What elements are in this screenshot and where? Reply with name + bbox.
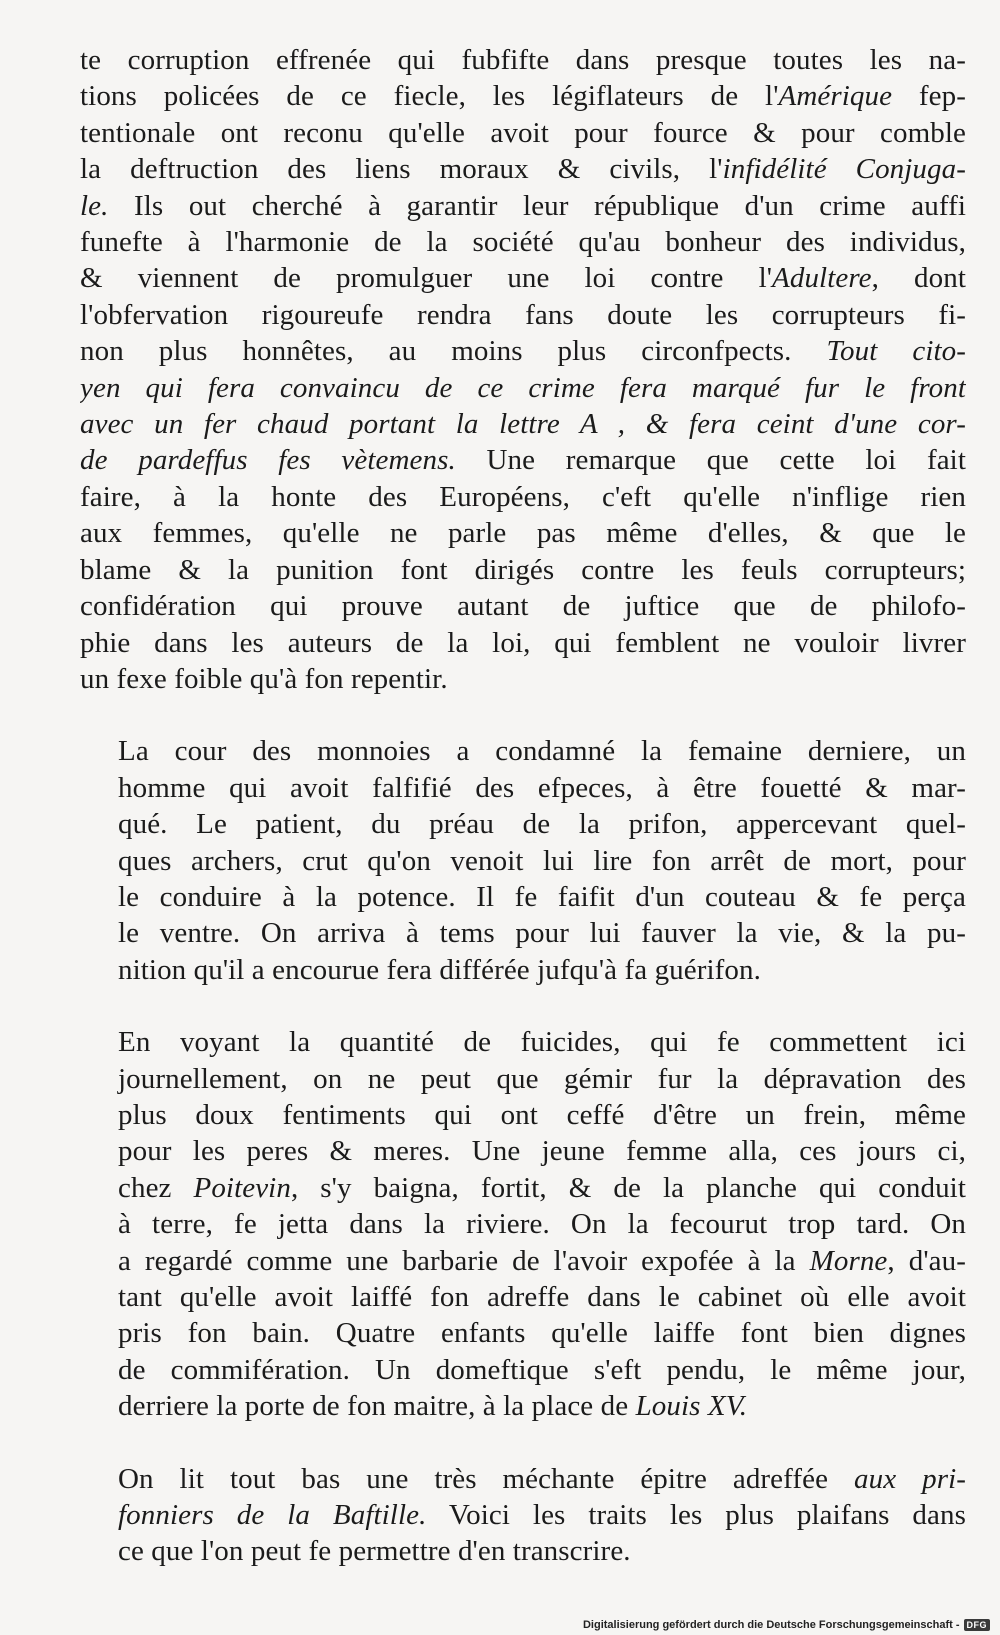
text-run: funefte à l'harmonie de la société qu'au bonheur des individus, <box>80 226 966 259</box>
text-run: non plus honnêtes, au moins plus circonfpects. <box>80 335 827 368</box>
text-run: & viennent de promulguer une loi contre l' <box>80 262 773 295</box>
text-line <box>80 1170 966 1206</box>
text-line <box>80 370 966 406</box>
text-run: tentionale ont reconu qu'elle avoit pour fource & pour comble <box>80 116 966 149</box>
text-run: journellement, on ne peut que gémir fur la dépravation des <box>118 1062 966 1095</box>
text-run: pris fon bain. Quatre enfants qu'elle laiffe font bien dignes <box>118 1317 966 1350</box>
text-run: fep- <box>892 80 966 113</box>
text-line <box>80 915 966 951</box>
text-run: , d'au- <box>887 1244 966 1277</box>
text-line <box>80 733 966 769</box>
text-line <box>80 1497 966 1533</box>
text-line <box>80 770 966 806</box>
text-run: Voici les traits les plus plaifans dans <box>426 1499 966 1532</box>
text-line <box>80 515 966 551</box>
text-run: a regardé comme une barbarie de l'avoir expofée à la <box>118 1244 810 1277</box>
text-run: blame & la punition font dirigés contre les feuls corrupteurs; <box>80 553 966 586</box>
text-line <box>80 661 966 697</box>
text-line <box>80 1097 966 1133</box>
text-run: aux femmes, qu'elle ne parle pas même d'elles, & que le <box>80 517 966 550</box>
text-line <box>80 479 966 515</box>
text-line <box>80 1533 966 1569</box>
text-line <box>80 78 966 114</box>
paragraph <box>80 1461 966 1570</box>
text-run: de commifération. Un domeftique s'eft pendu, le même jour, <box>118 1353 966 1386</box>
text-line <box>80 442 966 478</box>
text-run: faire, à la honte des Européens, c'eft qu'elle n'inflige rien <box>80 480 966 513</box>
italic-run: Amérique <box>778 80 893 113</box>
text-run: La cour des monnoies a condamné la femaine derniere, un <box>118 735 966 768</box>
text-line <box>80 224 966 260</box>
text-line <box>80 333 966 369</box>
text-line <box>80 1061 966 1097</box>
italic-run: Morne <box>809 1244 888 1277</box>
text-run: te corruption effrenée qui fubfifte dans presque toutes les na- <box>80 44 966 76</box>
text-line <box>80 1388 966 1424</box>
italic-run: avec un fer chaud portant la lettre A , & fera ceint d'une cor- <box>80 408 966 441</box>
italic-run: infidélité Conjuga- <box>722 153 966 186</box>
text-run: chez <box>118 1171 194 1204</box>
text-run: , s'y baigna, fortit, & de la planche qui conduit <box>290 1171 966 1204</box>
text-run: homme qui avoit falfifié des efpeces, à être fouetté & mar- <box>118 771 966 804</box>
text-run: plus doux fentiments qui ont ceffé d'être un frein, même <box>118 1098 966 1131</box>
text-line <box>80 806 966 842</box>
text-run: , dont <box>871 262 966 295</box>
text-run: tions policées de ce fiecle, les légiflateurs de l' <box>80 80 779 113</box>
text-run: Une remarque que cette loi fait <box>455 444 966 477</box>
text-line <box>80 42 966 78</box>
text-line <box>80 552 966 588</box>
text-line <box>80 1279 966 1315</box>
text-line <box>80 297 966 333</box>
text-run: ce que l'on peut fe permettre d'en transcrire. <box>118 1535 631 1568</box>
text-run: tant qu'elle avoit laiffé fon adreffe dans le cabinet où elle avoit <box>118 1281 966 1313</box>
text-run: un fexe foible qu'à fon repentir. <box>80 662 448 695</box>
text-line <box>80 1315 966 1351</box>
text-line <box>80 260 966 296</box>
text-line <box>80 188 966 224</box>
text-line <box>80 151 966 187</box>
text-line <box>80 1243 966 1279</box>
text-run: Ils out cherché à garantir leur république d'un crime auffi <box>108 189 966 222</box>
text-run: nition qu'il a encourue fera différée jufqu'à fa guérifon. <box>118 953 761 986</box>
italic-run: Louis XV. <box>635 1390 748 1423</box>
text-run: ques archers, crut qu'on venoit lui lire fon arrêt de mort, pour <box>118 844 966 877</box>
text-run: derriere la porte de fon maitre, à la place de <box>118 1390 636 1423</box>
text-run: à terre, fe jetta dans la riviere. On la fecourut trop tard. On <box>118 1208 966 1241</box>
italic-run: le. <box>80 189 109 222</box>
dfg-logo: DFG <box>964 1619 991 1631</box>
text-line <box>80 115 966 151</box>
paragraph <box>80 42 966 697</box>
text-run: la deftruction des liens moraux & civils, l' <box>80 153 723 186</box>
text-run: pour les peres & meres. Une jeune femme alla, ces jours ci, <box>118 1135 966 1168</box>
text-line <box>80 843 966 879</box>
italic-run: fonniers de la Baftille. <box>118 1499 427 1532</box>
text-line <box>80 1461 966 1497</box>
text-line <box>80 1352 966 1388</box>
credit-text: Digitalisierung gefördert durch die Deutsche Forschungsgemeinschaft - <box>582 1619 960 1631</box>
digitization-credit <box>583 1619 990 1631</box>
text-run: le ventre. On arriva à tems pour lui fauver la vie, & la pu- <box>118 917 966 950</box>
document-body <box>80 42 966 1570</box>
text-line <box>80 952 966 988</box>
text-line <box>80 625 966 661</box>
text-run: le conduire à la potence. Il fe faifit d'un couteau & fe perça <box>118 880 966 913</box>
text-run: confidération qui prouve autant de juftice que de philofo- <box>80 590 966 623</box>
text-run: En voyant la quantité de fuicides, qui fe commettent ici <box>118 1026 966 1059</box>
paragraph <box>80 733 966 988</box>
text-line <box>80 879 966 915</box>
italic-run: aux pri- <box>854 1462 966 1495</box>
text-line <box>80 1206 966 1242</box>
text-line <box>80 406 966 442</box>
italic-run: Tout cito- <box>826 335 966 368</box>
italic-run: de pardeffus fes vètemens. <box>80 444 456 477</box>
text-line <box>80 588 966 624</box>
text-run: On lit tout bas une très méchante épitre adreffée <box>118 1462 855 1495</box>
italic-run: yen qui fera convaincu de ce crime fera marqué fur le front <box>80 371 966 404</box>
text-run: qué. Le patient, du préau de la prifon, appercevant quel- <box>118 808 966 841</box>
text-line <box>80 1024 966 1060</box>
text-line <box>80 1133 966 1169</box>
italic-run: Poitevin <box>193 1171 291 1204</box>
paragraph <box>80 1024 966 1424</box>
text-run: phie dans les auteurs de la loi, qui femblent ne vouloir livrer <box>80 626 966 659</box>
text-run: l'obfervation rigoureufe rendra fans doute les corrupteurs fi- <box>80 298 966 331</box>
italic-run: Adultere <box>772 262 872 295</box>
